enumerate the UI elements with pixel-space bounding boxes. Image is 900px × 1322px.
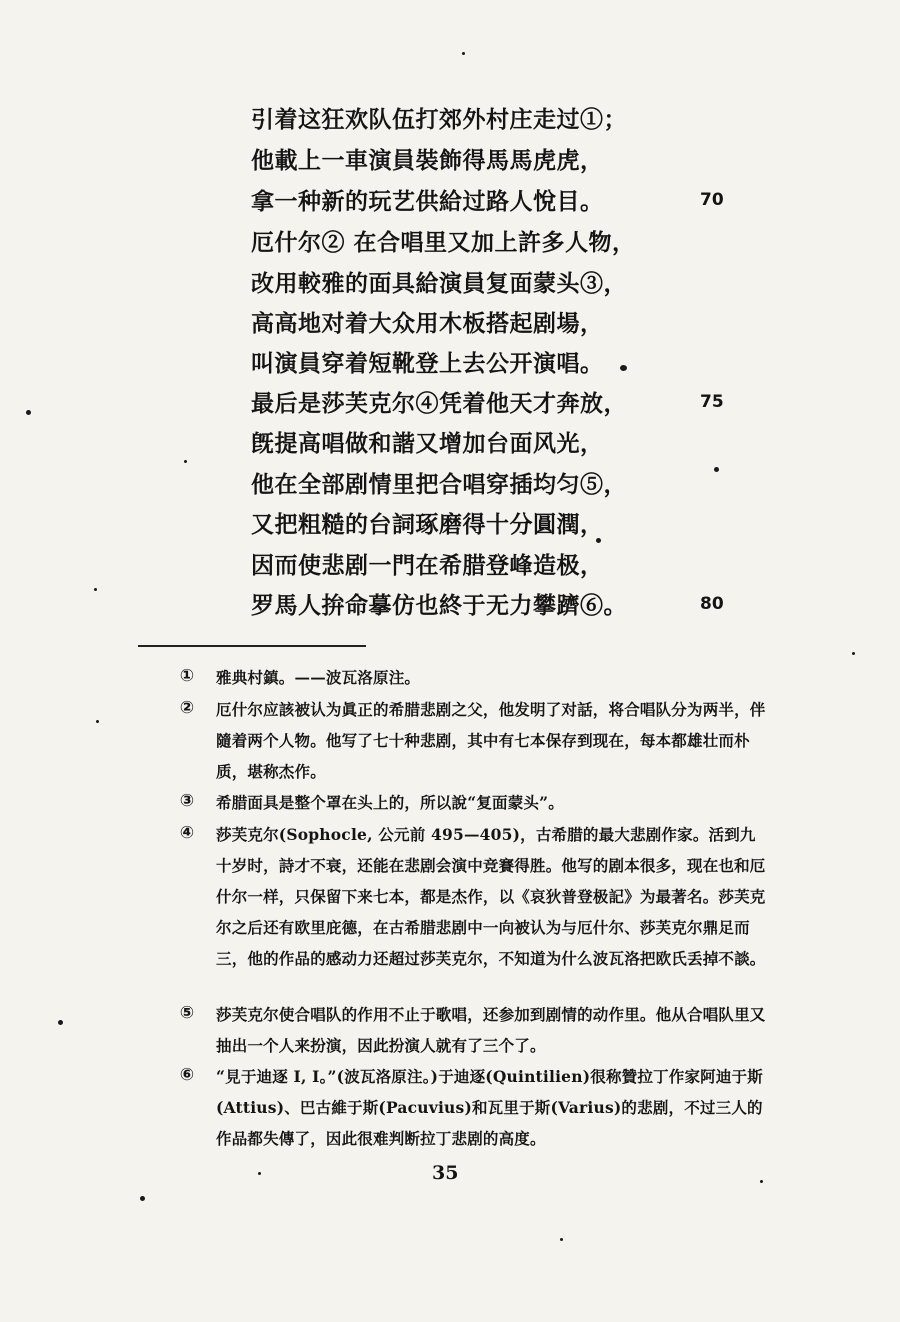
verse-line-9: 旣提高唱做和諧又增加台面风光，: [251, 430, 604, 457]
print-speck: [760, 1180, 763, 1183]
print-speck: [852, 652, 855, 655]
page-number: 35: [432, 1162, 459, 1184]
footnote-marker: ⑤: [179, 1003, 195, 1023]
footnote-marker: ④: [179, 823, 195, 843]
verse-line-2: 他載上一車演員裝飾得馬馬虎虎，: [251, 147, 604, 174]
print-speck: [258, 1172, 261, 1175]
footnote-marker: ②: [179, 698, 195, 718]
footnote-text: 莎芙克尔(Sophocle, 公元前 495—405)，古希腊的最大悲剧作家。活到九十岁时，詩才不衰，还能在悲剧会演中竞賽得胜。他写的剧本很多，现在也和厄什尔一样，只保留下来七本，都是杰作，以《哀狄普登极記》为最著名。莎芙克尔之后还有欧里庇德，在古希腊悲剧中一向被认为与厄什尔、莎芙克尔鼎足而三，他的作品的感动力还超过莎芙克尔，不知道为什么波瓦洛把欧氏丢掉不談。: [216, 825, 766, 968]
verse-line-3: 拿一种新的玩艺供給过路人悅目。: [251, 188, 604, 215]
line-number: 80: [700, 594, 724, 614]
footnote-text: “見于迪逐 I, I。”(波瓦洛原注。)于迪逐(Quintilien)很称贊拉丁作家阿迪于斯(Attius)、巴古維于斯(Pacuvius)和瓦里于斯(Varius)的悲剧，不过三人的作品都失傳了，因此很难判断拉丁悲剧的高度。: [216, 1067, 763, 1148]
footnote-marker: ⑥: [179, 1065, 195, 1085]
print-speck: [96, 720, 99, 723]
verse-line-11: 又把粗糙的台詞琢磨得十分圓潤，: [251, 511, 604, 538]
print-speck: [58, 1020, 63, 1025]
print-speck: [462, 52, 465, 55]
verse-line-10: 他在全部剧情里把合唱穿插均匀⑤，: [251, 471, 627, 498]
footnote-divider: [138, 645, 366, 647]
footnote-marker: ③: [179, 791, 195, 811]
print-speck: [26, 410, 31, 415]
footnote-text: 希腊面具是整个罩在头上的，所以說“复面蒙头”。: [216, 793, 564, 812]
footnote-marker: ①: [179, 666, 195, 686]
print-speck: [140, 1196, 145, 1201]
footnote-text: 厄什尔应該被认为眞正的希腊悲剧之父，他发明了对話，将合唱队分为两半，伴隨着两个人物。他写了七十种悲剧，其中有七本保存到现在，每本都雄壮而朴质，堪称杰作。: [216, 700, 766, 781]
verse-line-12: 因而使悲剧一門在希腊登峰造极，: [251, 552, 604, 579]
print-speck: [184, 460, 187, 463]
verse-line-8: 最后是莎芙克尔④凭着他天才奔放，: [251, 390, 627, 417]
verse-line-13: 罗馬人拚命摹仿也終于无力攀躋⑥。: [251, 592, 627, 619]
line-number: 70: [700, 190, 724, 210]
footnote-text: 雅典村鎮。——波瓦洛原注。: [216, 668, 421, 687]
print-speck: [94, 588, 97, 591]
verse-line-4: 厄什尔② 在合唱里又加上許多人物，: [251, 229, 636, 256]
print-speck: [560, 1238, 563, 1241]
verse-line-1: 引着这狂欢队伍打郊外村庄走过①；: [251, 106, 627, 133]
verse-line-7: 叫演員穿着短靴登上去公开演唱。: [251, 350, 604, 377]
footnote-text: 莎芙克尔使合唱队的作用不止于歌唱，还参加到剧情的动作里。他从合唱队里又抽出一个人来扮演，因此扮演人就有了三个了。: [216, 1005, 766, 1055]
line-number: 75: [700, 392, 724, 412]
verse-line-5: 改用較雅的面具給演員复面蒙头③，: [251, 270, 627, 297]
verse-line-6: 高高地对着大众用木板搭起剧場，: [251, 310, 604, 337]
